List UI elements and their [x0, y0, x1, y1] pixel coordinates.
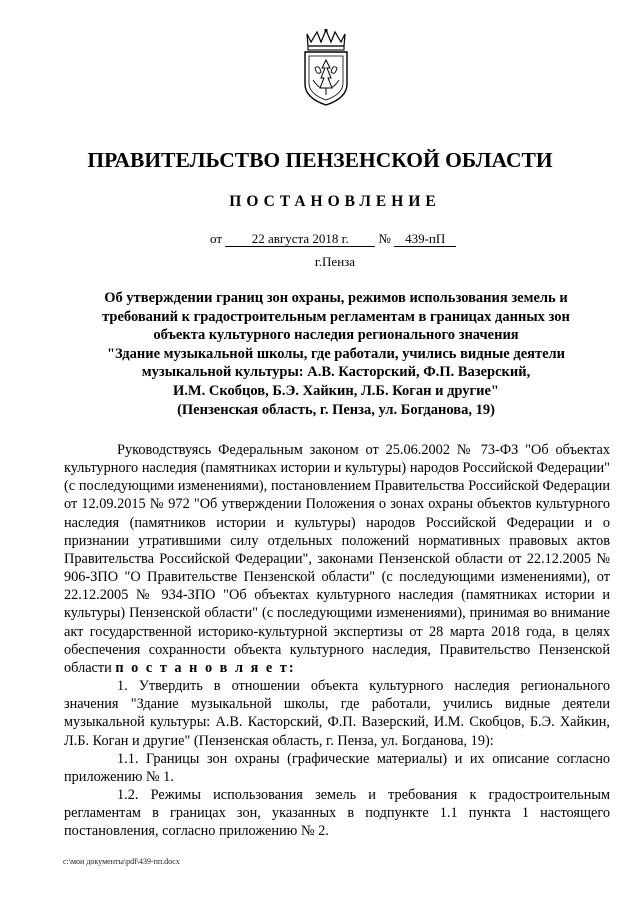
number-prefix: №	[378, 231, 391, 246]
date-prefix: от	[210, 231, 223, 246]
item-1-2-paragraph: 1.2. Режимы использования земель и требования к градостроительным регламентам в границах зон, указанных в подпункте 1.1 пункта 1 настоящего постановления, согласно приложению № 2.	[64, 786, 610, 840]
preamble-paragraph	[64, 441, 610, 677]
subject-line: объекта культурного наследия регионального значения	[153, 327, 519, 344]
resolves-word: п о с т а н о в л я е т:	[115, 659, 296, 676]
city: г.Пенза	[314, 254, 356, 269]
document-subject	[60, 289, 612, 419]
item-1-paragraph: 1. Утвердить в отношении объекта культурного наследия регионального значения "Здание музыкальной школы, где работали, учились видные деятели музыкальной культуры: А.В. Касторский, Ф.П. Вазерский, И.М. Скобцов, Б.Э. Хайкин, Л.Б. Коган и другие" (Пензенская область, г. Пенза, ул. Богданова, 19):	[64, 678, 610, 749]
subject-line: музыкальной культуры: А.В. Касторский, Ф.П. Вазерский,	[141, 364, 531, 381]
number-value: 439-пП	[394, 232, 456, 247]
subject-line: "Здание музыкальной школы, где работали, учились видные деятели	[106, 345, 566, 362]
coat-of-arms-icon	[297, 28, 355, 108]
subject-line: Об утверждении границ зон охраны, режимов использования земель и	[104, 290, 568, 306]
file-path-footer: c:\мои документы\pdf\439-пп.docx	[63, 857, 180, 866]
organization-title: ПРАВИТЕЛЬСТВО ПЕНЗЕНСКОЙ ОБЛАСТИ	[87, 148, 553, 172]
subject-line: И.М. Скобцов, Б.Э. Хайкин, Л.Б. Коган и другие"	[173, 382, 499, 399]
subject-line: требований к градостроительным регламентам в границах данных зон	[102, 308, 570, 325]
preamble-text: Руководствуясь Федеральным законом от 25.06.2002 № 73-ФЗ "Об объектах культурного наследия (памятниках истории и культуры) народов Российской Федерации" (с последующими изменениями), постановлением Правительства Российской Федерации от 12.09.2015 № 972 "Об утверждении Положения о зонах охраны объектов культурного наследия (памятников истории и культуры) народов Российской Федерации и о признании утратившими силу отдельных положений нормативных правовых актов Правительства Российской Федерации", законами Пензенской области от 22.12.2005 № 906-ЗПО "О Правительстве Пензенской области" (с последующими изменениями), от 22.12.2005 № 934-ЗПО "Об объектах культурного наследия (памятниках истории и культуры) Пензенской области" (с последующими изменениями), принимая во внимание акт государственной историко-культурной экспертизы от 28 марта 2018 года, в целях обеспечения сохранности объекта культурного наследия, Правительство Пензенской области	[64, 442, 610, 676]
date-value: 22 августа 2018 г.	[225, 232, 375, 247]
item-1-1-paragraph: 1.1. Границы зон охраны (графические материалы) и их описание согласно приложению № 1.	[64, 750, 610, 785]
subject-line: (Пензенская область, г. Пенза, ул. Богданова, 19)	[177, 401, 495, 418]
date-number-line	[210, 231, 456, 247]
document-body	[64, 441, 610, 840]
document-type: ПОСТАНОВЛЕНИЕ	[229, 193, 441, 210]
